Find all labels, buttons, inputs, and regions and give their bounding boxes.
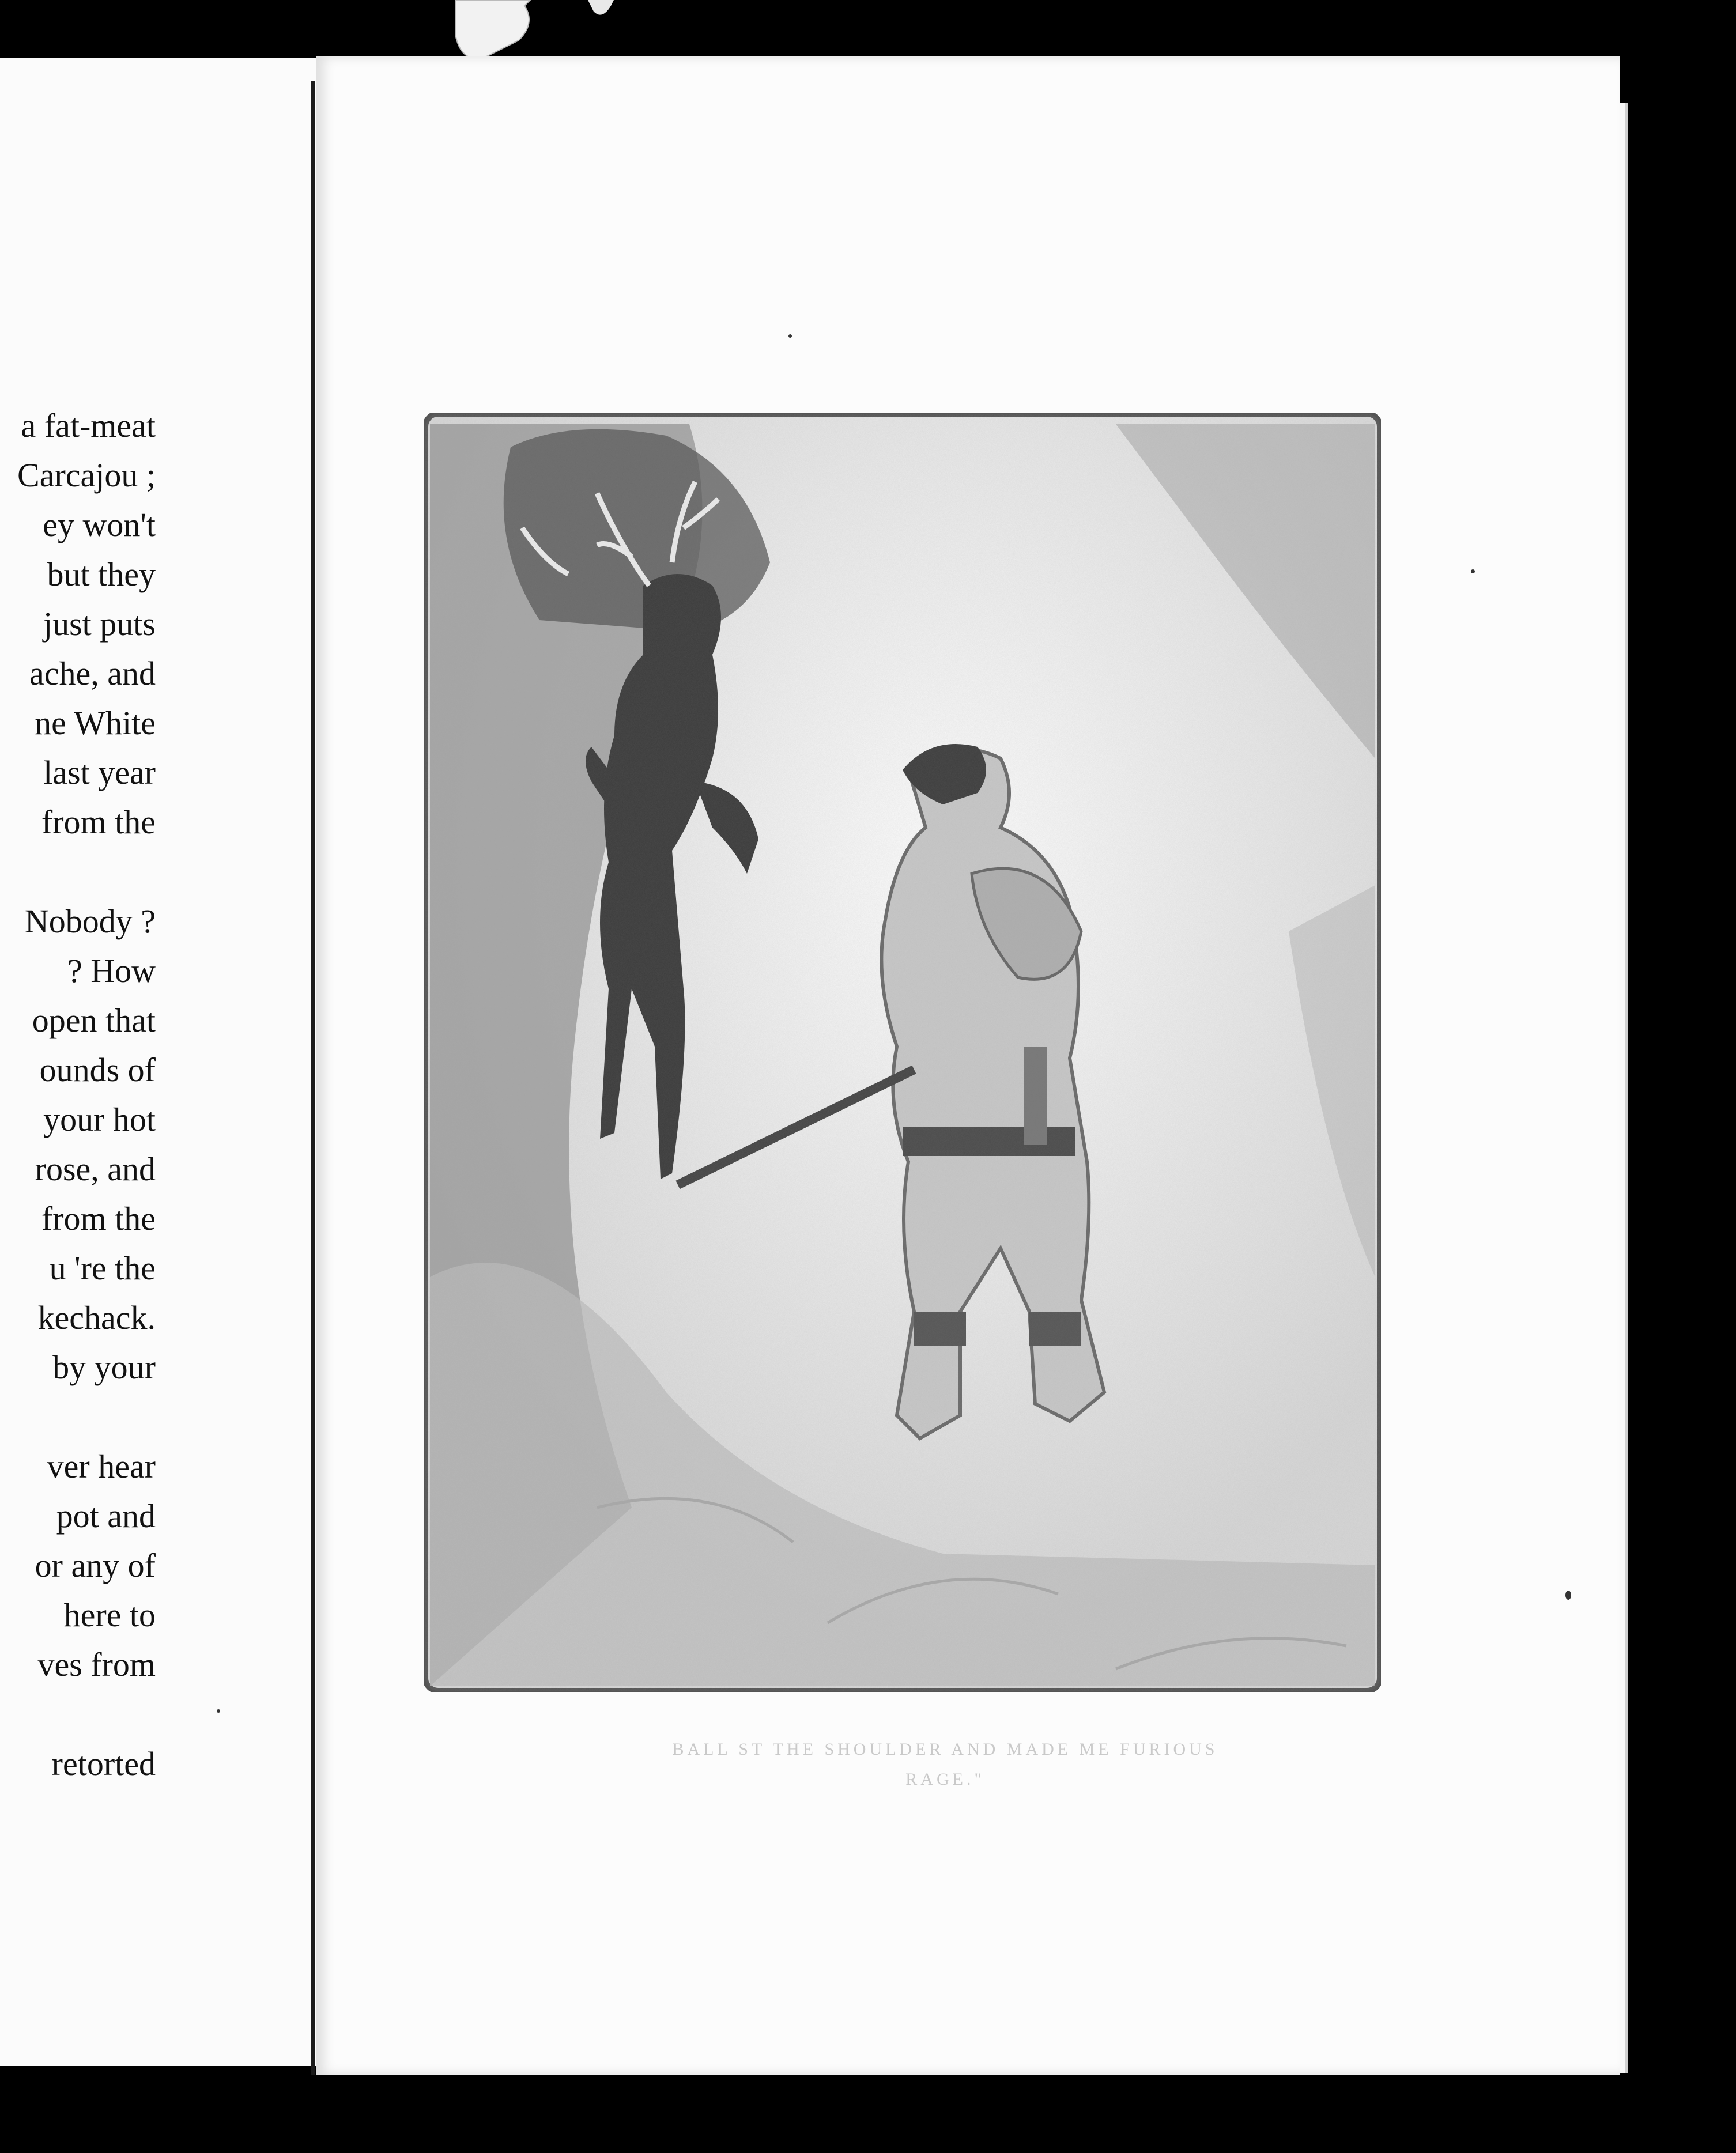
text-line: ache, and (29, 655, 156, 692)
text-line: ver hear (47, 1448, 156, 1485)
left-page-text (0, 401, 156, 1789)
text-line: rose, and (35, 1150, 156, 1188)
text-line: or any of (35, 1547, 156, 1584)
caption-line: RAGE." (905, 1770, 985, 1789)
text-line: just puts (43, 605, 156, 643)
text-line: ? How (67, 952, 156, 989)
text-line: a fat-meat (21, 407, 156, 444)
text-line: Carcajou ; (17, 456, 156, 494)
illustration-plate (424, 413, 1381, 1692)
text-line: from the (41, 1200, 156, 1237)
text-line: open that (32, 1002, 156, 1039)
text-line: by your (52, 1349, 156, 1386)
text-line: ne White (35, 704, 156, 742)
dust-speck (1565, 1591, 1571, 1600)
text-line: Nobody ? (24, 902, 156, 940)
text-line: here to (63, 1596, 156, 1634)
text-line: from the (41, 803, 156, 841)
paragraph-gap (0, 847, 156, 897)
text-line: pot and (56, 1497, 156, 1535)
scanner-border-top (0, 0, 1736, 56)
illustration-caption (559, 1735, 1331, 1795)
text-line: ey won't (43, 506, 156, 543)
left-page (0, 58, 317, 2066)
dust-speck (788, 334, 792, 338)
text-line: but they (47, 556, 156, 593)
text-line: kechack. (37, 1299, 156, 1336)
text-line: retorted (51, 1745, 156, 1782)
dust-speck (217, 1709, 220, 1713)
book-gutter (311, 81, 315, 2075)
paragraph-gap (0, 1690, 156, 1739)
paragraph-gap (0, 1392, 156, 1442)
text-line: u 're the (49, 1249, 156, 1287)
caption-line: BALL ST THE SHOULDER AND MADE ME FURIOUS (672, 1740, 1218, 1759)
text-line: your hot (43, 1101, 156, 1138)
text-line: ves from (37, 1646, 156, 1683)
text-line: ounds of (39, 1051, 156, 1089)
text-line: last year (43, 754, 156, 791)
dust-speck (1471, 569, 1475, 573)
